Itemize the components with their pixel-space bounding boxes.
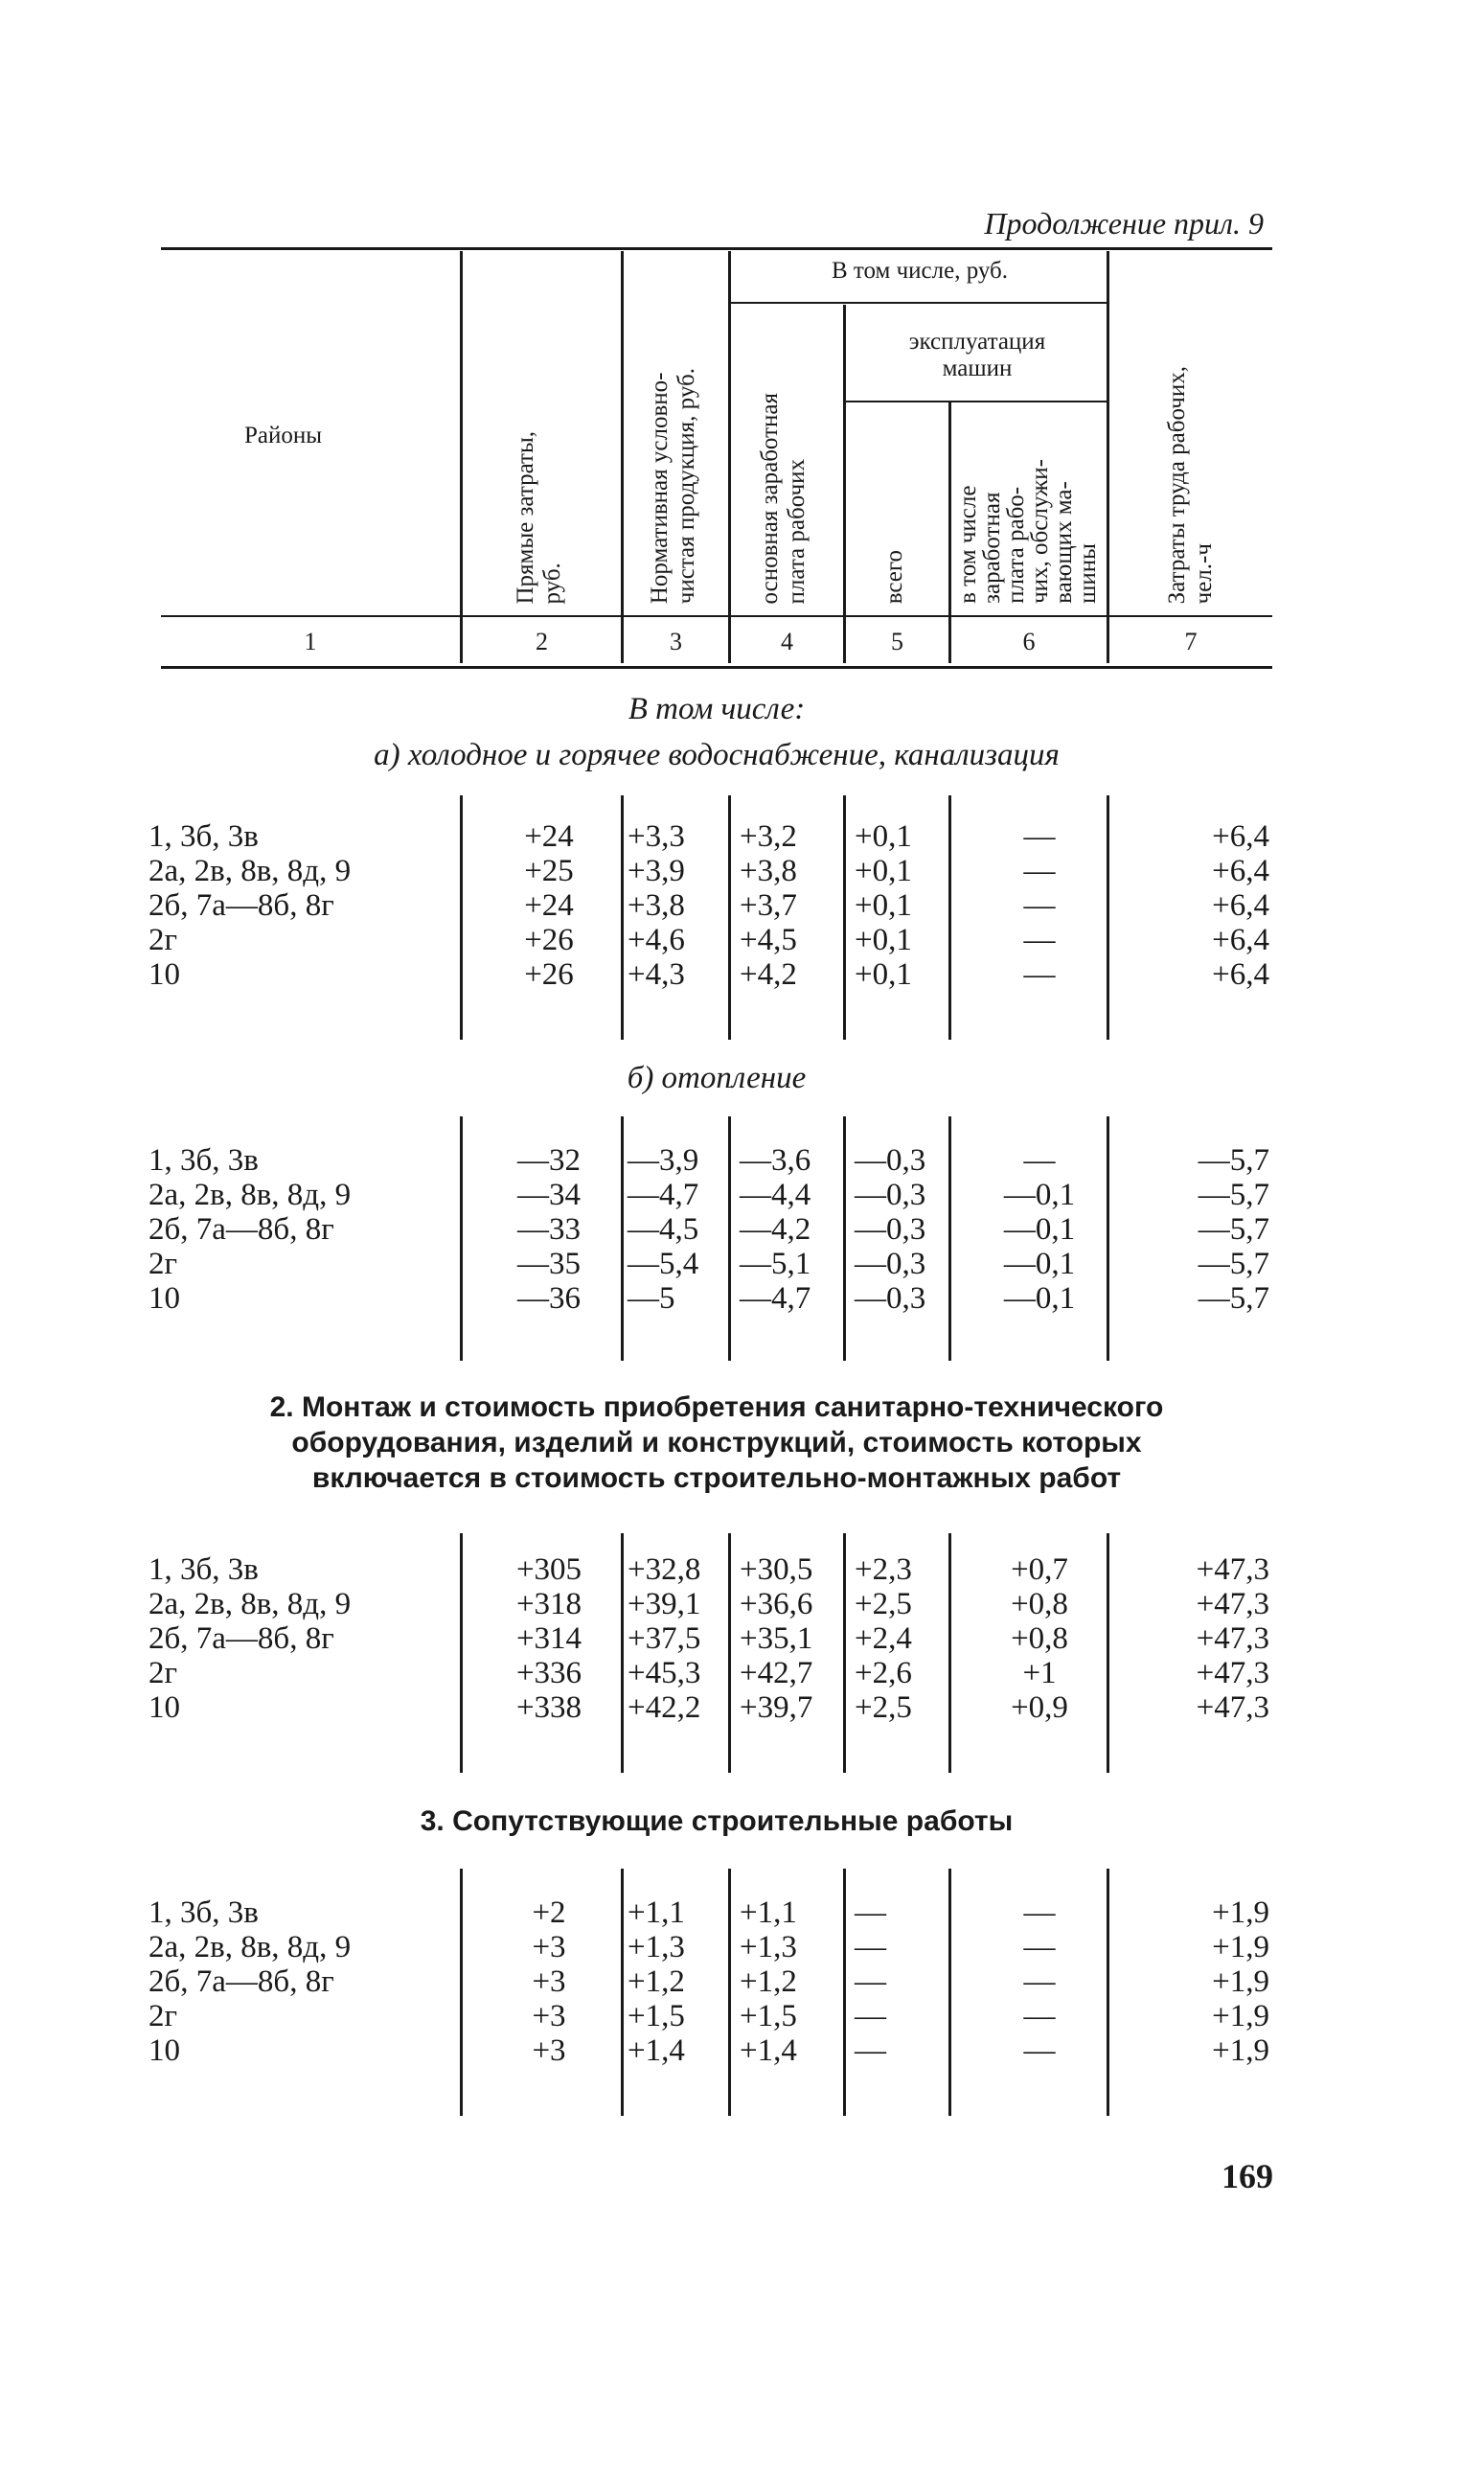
cell-wage: +1,2: [740, 1964, 797, 1999]
header-col5-box: [881, 412, 920, 604]
cell-machines: —: [855, 1895, 886, 1930]
cell-machine-wage: +0,8: [1011, 1621, 1068, 1656]
cell-machine-wage: —: [1023, 819, 1056, 854]
section-2-title: 2. Монтаж и стоимость приобретения санитарно-технического оборудования, изделий и конструкций, стоимость которых включается в стоимость строительно-монтажных работ: [269, 1391, 1164, 1494]
table-row: [0, 854, 1484, 888]
cell-net: +3,8: [628, 888, 685, 923]
header-vline-3: [728, 251, 731, 663]
table-row: [0, 1247, 1484, 1281]
header-direct-costs: Прямые затраты, руб.: [513, 430, 565, 604]
cell-machine-wage: —: [1023, 1930, 1056, 1964]
cell-machines: —0,3: [855, 1212, 926, 1247]
cell-net: —5: [628, 1281, 675, 1316]
cell-wage: +4,5: [740, 923, 797, 957]
table-row: [0, 1281, 1484, 1316]
cell-labor: +1,9: [1212, 2033, 1269, 2068]
table-row: [0, 1178, 1484, 1212]
cell-labor: +47,3: [1196, 1552, 1269, 1587]
header-total: всего: [881, 549, 907, 604]
table-row: [0, 819, 1484, 854]
cell-region: 10: [148, 2033, 180, 2068]
cell-wage: —4,2: [740, 1212, 811, 1247]
cell-labor: +6,4: [1212, 819, 1269, 854]
cell-wage: —5,1: [740, 1247, 811, 1281]
table-row: [0, 1143, 1484, 1178]
cell-wage: +4,2: [740, 957, 797, 992]
header-incl-wage-machines: в том числе заработная плата рабо- чих, обслужи- вающих ма- шины: [955, 459, 1101, 604]
cell-labor: +1,9: [1212, 1999, 1269, 2033]
cell-machines: +0,1: [855, 957, 912, 992]
cell-labor: +6,4: [1212, 957, 1269, 992]
cell-direct: +24: [524, 888, 574, 923]
cell-labor: —5,7: [1198, 1178, 1269, 1212]
header-machines: эксплуатация машин: [908, 329, 1046, 381]
cell-direct: +314: [515, 1621, 582, 1656]
table-row: [0, 2033, 1484, 2068]
colnum-5: 5: [891, 628, 903, 655]
colnum-bottom-rule: [161, 666, 1272, 669]
cell-labor: —5,7: [1198, 1212, 1269, 1247]
cell-machines: +0,1: [855, 854, 912, 888]
cell-labor: +47,3: [1196, 1621, 1269, 1656]
cell-net: +3,9: [628, 854, 685, 888]
section-a-title: а) холодное и горячее водоснабжение, канализация: [374, 738, 1060, 772]
header-col7-box: [1164, 259, 1231, 604]
header-regions: Районы: [244, 423, 323, 448]
cell-machine-wage: —: [1023, 957, 1056, 992]
cell-direct: +318: [515, 1587, 582, 1621]
cell-net: +1,2: [628, 1964, 685, 1999]
cell-net: +4,3: [628, 957, 685, 992]
cell-net: +1,3: [628, 1930, 685, 1964]
cell-region: 2г: [148, 923, 178, 957]
cell-machines: +0,1: [855, 888, 912, 923]
colnum-6: 6: [1022, 628, 1036, 655]
cell-machines: —0,3: [855, 1247, 926, 1281]
header-base-wage: основная заработная плата рабочих: [757, 392, 810, 604]
cell-net: +4,6: [628, 923, 685, 957]
cell-direct: —35: [517, 1247, 581, 1281]
cell-direct: —34: [517, 1178, 581, 1212]
cell-wage: +1,5: [740, 1999, 797, 2033]
cell-machine-wage: —: [1023, 1964, 1056, 1999]
cell-labor: —5,7: [1198, 1143, 1269, 1178]
colnum-2: 2: [536, 628, 548, 655]
table-row: [0, 1964, 1484, 1999]
cell-net: +1,4: [628, 2033, 685, 2068]
cell-direct: —32: [517, 1143, 581, 1178]
cell-wage: —4,4: [740, 1178, 811, 1212]
cell-wage: +36,6: [740, 1587, 813, 1621]
cell-labor: +47,3: [1196, 1587, 1269, 1621]
cell-machines: +2,5: [855, 1690, 912, 1725]
cell-direct: +25: [524, 854, 574, 888]
cell-direct: +3: [532, 2033, 566, 2068]
cell-net: +37,5: [628, 1621, 701, 1656]
colnum-1: 1: [304, 628, 317, 655]
cell-labor: +6,4: [1212, 854, 1269, 888]
cell-region: 2а, 2в, 8в, 8д, 9: [148, 1178, 352, 1212]
table-row: [0, 1212, 1484, 1247]
cell-machine-wage: —: [1023, 2033, 1056, 2068]
cell-machines: —: [855, 1930, 886, 1964]
group-underline: [728, 302, 1107, 304]
header-col3-box: [647, 278, 714, 604]
cell-wage: —3,6: [740, 1143, 811, 1178]
cell-wage: +42,7: [740, 1656, 813, 1690]
cell-net: +42,2: [628, 1690, 701, 1725]
continuation-label: Продолжение прил. 9: [984, 206, 1264, 241]
cell-region: 2г: [148, 1247, 178, 1281]
cell-labor: +47,3: [1196, 1690, 1269, 1725]
colnum-3: 3: [670, 628, 682, 655]
cell-direct: +26: [524, 923, 574, 957]
cell-net: +3,3: [628, 819, 685, 854]
cell-direct: —33: [517, 1212, 581, 1247]
header-group-label: В том числе, руб.: [831, 258, 1009, 284]
colnum-7: 7: [1184, 628, 1198, 655]
cell-wage: —4,7: [740, 1281, 811, 1316]
cell-labor: +6,4: [1212, 923, 1269, 957]
cell-net: +45,3: [628, 1656, 701, 1690]
cell-machines: +2,4: [855, 1621, 912, 1656]
cell-net: —4,7: [628, 1178, 699, 1212]
cell-direct: +3: [532, 1930, 566, 1964]
cell-direct: +3: [532, 1999, 566, 2033]
cell-labor: —5,7: [1198, 1281, 1269, 1316]
header-bottom-rule: [161, 615, 1272, 617]
cell-machines: —: [855, 2033, 886, 2068]
colnum-4: 4: [781, 628, 793, 655]
cell-region: 2а, 2в, 8в, 8д, 9: [148, 1930, 352, 1964]
cell-wage: +1,4: [740, 2033, 797, 2068]
header-vline-2: [621, 251, 624, 663]
header-col6-box: [956, 412, 1109, 604]
cell-net: —3,9: [628, 1143, 699, 1178]
header-net-product: Нормативная условно- чистая продукция, руб.: [647, 367, 699, 604]
cell-region: 1, 3б, 3в: [148, 1895, 259, 1930]
cell-net: +39,1: [628, 1587, 701, 1621]
cell-machine-wage: +0,9: [1011, 1690, 1068, 1725]
table-row: [0, 1895, 1484, 1930]
cell-wage: +35,1: [740, 1621, 813, 1656]
table-row: [0, 1690, 1484, 1725]
cell-machines: +2,6: [855, 1656, 912, 1690]
cell-net: —5,4: [628, 1247, 699, 1281]
machines-underline: [843, 401, 1107, 402]
cell-machines: +0,1: [855, 819, 912, 854]
cell-machine-wage: —0,1: [1003, 1281, 1076, 1316]
cell-region: 2б, 7а—8б, 8г: [148, 1621, 334, 1656]
cell-region: 2б, 7а—8б, 8г: [148, 888, 334, 923]
header-vline-5: [948, 402, 951, 663]
cell-machines: +2,5: [855, 1587, 912, 1621]
table-row: [0, 1999, 1484, 2033]
cell-labor: —5,7: [1198, 1247, 1269, 1281]
cell-wage: +3,8: [740, 854, 797, 888]
cell-machine-wage: —: [1023, 888, 1056, 923]
cell-region: 1, 3б, 3в: [148, 1552, 259, 1587]
cell-region: 10: [148, 1281, 180, 1316]
section-b-title: б) отопление: [627, 1061, 807, 1095]
cell-machine-wage: +1: [1022, 1656, 1057, 1690]
cell-net: +32,8: [628, 1552, 701, 1587]
cell-wage: +3,7: [740, 888, 797, 923]
cell-machines: —0,3: [855, 1281, 926, 1316]
cell-labor: +6,4: [1212, 888, 1269, 923]
cell-machine-wage: +0,8: [1011, 1587, 1068, 1621]
header-vline-1: [460, 251, 463, 663]
cell-machine-wage: —0,1: [1003, 1212, 1076, 1247]
cell-wage: +1,1: [740, 1895, 797, 1930]
cell-wage: +3,2: [740, 819, 797, 854]
cell-machines: —: [855, 1964, 886, 1999]
cell-net: +1,5: [628, 1999, 685, 2033]
cell-direct: —36: [517, 1281, 581, 1316]
cell-wage: +39,7: [740, 1690, 813, 1725]
header-vline-4: [843, 305, 846, 663]
header-labor-costs: Затраты труда рабочих, чел.-ч: [1164, 365, 1217, 604]
cell-region: 1, 3б, 3в: [148, 819, 259, 854]
cell-machine-wage: —0,1: [1003, 1178, 1076, 1212]
cell-region: 2б, 7а—8б, 8г: [148, 1212, 334, 1247]
page-number: 169: [1221, 2157, 1273, 2195]
cell-region: 10: [148, 1690, 180, 1725]
cell-machines: +0,1: [855, 923, 912, 957]
header-col4-box: [757, 307, 824, 604]
table-row: [0, 957, 1484, 992]
cell-machine-wage: —: [1023, 854, 1056, 888]
cell-wage: +1,3: [740, 1930, 797, 1964]
cell-region: 2а, 2в, 8в, 8д, 9: [148, 854, 352, 888]
including-label: В том числе:: [628, 692, 806, 726]
cell-machine-wage: —: [1023, 1895, 1056, 1930]
cell-machine-wage: —0,1: [1003, 1247, 1076, 1281]
header-top-rule: [161, 247, 1272, 250]
cell-machine-wage: —: [1023, 923, 1056, 957]
cell-machine-wage: —: [1023, 1143, 1056, 1178]
cell-labor: +1,9: [1212, 1964, 1269, 1999]
cell-machines: —: [855, 1999, 886, 2033]
header-col2-box: [513, 287, 580, 604]
table-row: [0, 1930, 1484, 1964]
table-row: [0, 1656, 1484, 1690]
cell-region: 2а, 2в, 8в, 8д, 9: [148, 1587, 352, 1621]
cell-labor: +1,9: [1212, 1930, 1269, 1964]
cell-region: 2г: [148, 1999, 178, 2033]
cell-labor: +47,3: [1196, 1656, 1269, 1690]
cell-net: —4,5: [628, 1212, 699, 1247]
table-row: [0, 1552, 1484, 1587]
cell-machines: —0,3: [855, 1143, 926, 1178]
cell-direct: +24: [524, 819, 574, 854]
cell-region: 2б, 7а—8б, 8г: [148, 1964, 334, 1999]
cell-region: 10: [148, 957, 180, 992]
cell-machine-wage: —: [1023, 1999, 1056, 2033]
cell-direct: +336: [515, 1656, 582, 1690]
table-row: [0, 888, 1484, 923]
cell-region: 1, 3б, 3в: [148, 1143, 259, 1178]
cell-labor: +1,9: [1212, 1895, 1269, 1930]
table-row: [0, 1587, 1484, 1621]
table-row: [0, 1621, 1484, 1656]
cell-wage: +30,5: [740, 1552, 813, 1587]
cell-machine-wage: +0,7: [1011, 1552, 1068, 1587]
cell-machines: —0,3: [855, 1178, 926, 1212]
cell-net: +1,1: [628, 1895, 685, 1930]
cell-direct: +2: [532, 1895, 566, 1930]
section-3-title: 3. Сопутствующие строительные работы: [420, 1805, 1014, 1837]
cell-direct: +3: [532, 1964, 566, 1999]
cell-machines: +2,3: [855, 1552, 912, 1587]
table-row: [0, 923, 1484, 957]
cell-direct: +305: [515, 1552, 582, 1587]
cell-region: 2г: [148, 1656, 178, 1690]
cell-direct: +338: [515, 1690, 582, 1725]
cell-direct: +26: [524, 957, 574, 992]
